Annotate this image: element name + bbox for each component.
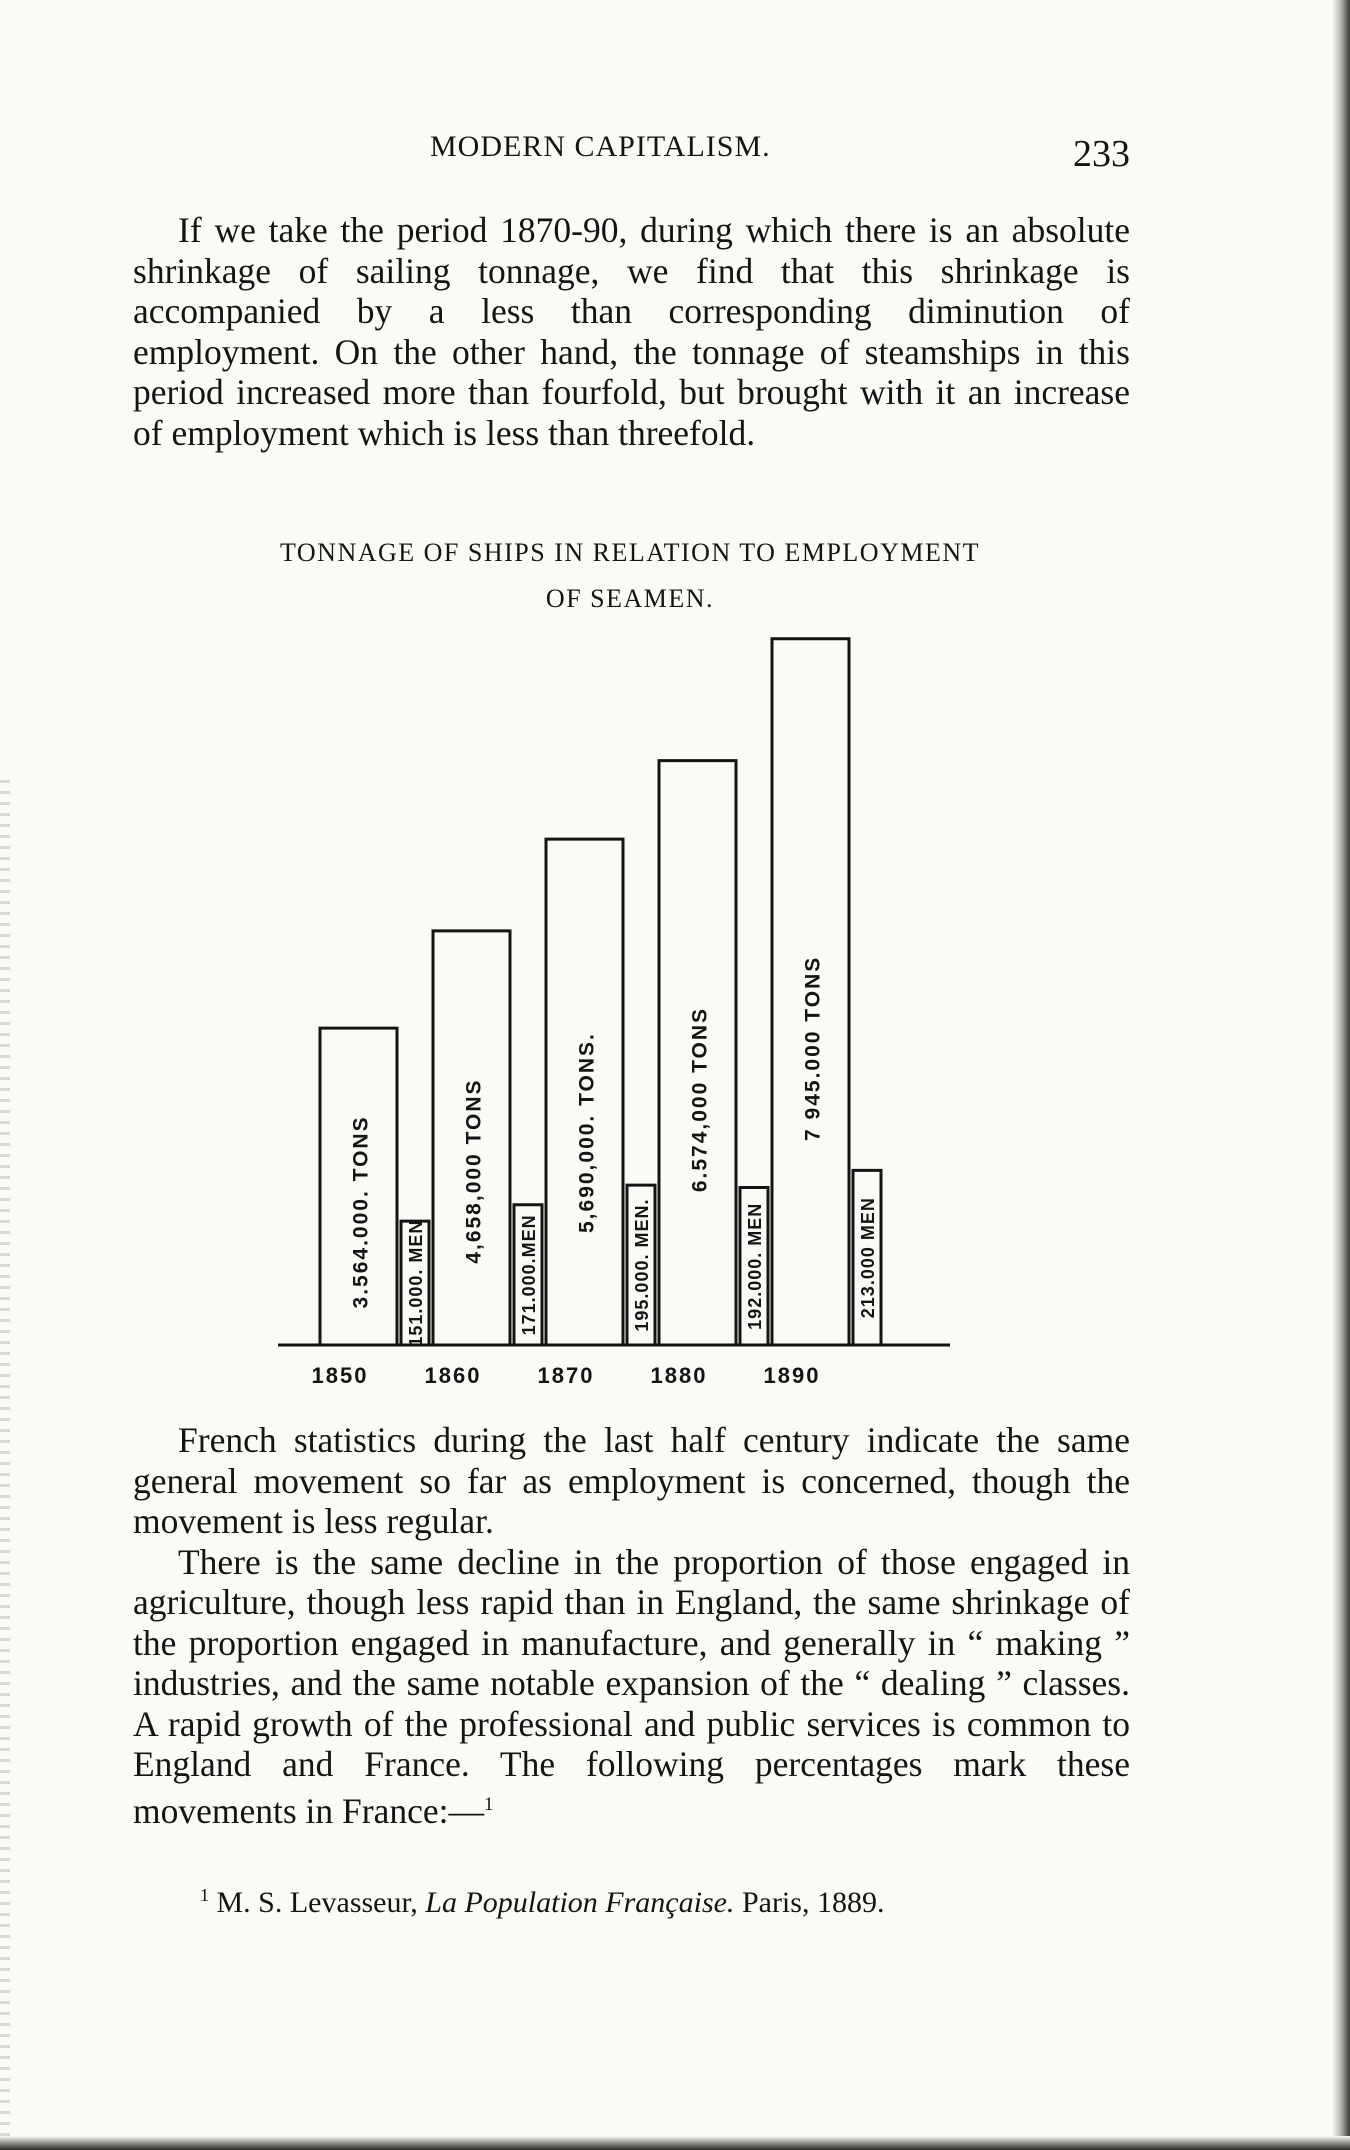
paragraph-3-text: There is the same decline in the proportion of those engaged in agriculture, though less rapid than in England, the same shrinkage of the proportion engaged in manufacture, and generally in “ making ” industries, and the same notable expansion of the “ dealing ” classes. A rapid growth of the professional and public services is common to England and France. The following percentages mark these movements in France:— <box>133 1541 1130 1831</box>
running-title: MODERN CAPITALISM. <box>430 130 771 163</box>
men-label: 192.000. MEN <box>745 1202 765 1330</box>
footnote <box>200 1885 1140 1920</box>
men-label: 213.000 MEN <box>858 1197 878 1319</box>
running-head <box>130 130 1130 180</box>
paragraph-1 <box>133 210 1130 453</box>
paragraph-2: French statistics during the last half century indicate the same general movement so far as employment is concerned, though the movement is less regular. <box>133 1420 1130 1541</box>
page-bottom-edge <box>0 2136 1350 2150</box>
year-tick-label: 1850 <box>311 1363 369 1388</box>
year-tick-label: 1880 <box>650 1363 708 1388</box>
page-number: 233 <box>1073 133 1130 175</box>
paragraph-2-block <box>133 1420 1130 1831</box>
year-tick-label: 1860 <box>424 1363 482 1388</box>
tonnage-label: 4,658,000 TONS <box>462 1078 486 1264</box>
page-shadow-left <box>0 780 10 2140</box>
footnote-reference: 1 <box>483 1793 494 1815</box>
men-label: 171.000.MEN <box>519 1214 539 1336</box>
tonnage-label: 6.574,000 TONS <box>688 1006 712 1193</box>
tonnage-label: 3.564.000. TONS <box>349 1115 373 1309</box>
year-tick-label: 1890 <box>763 1363 821 1388</box>
footnote-place-date: Paris, 1889. <box>741 1886 885 1919</box>
men-label: 195.000. MEN. <box>632 1198 652 1332</box>
footnote-mark: 1 <box>200 1885 209 1905</box>
tonnage-label: 7 945.000 TONS <box>801 955 825 1141</box>
year-tick-label: 1870 <box>537 1363 595 1388</box>
page-edge <box>1332 0 1350 2150</box>
chart-caption-line-1: TONNAGE OF SHIPS IN RELATION TO EMPLOYMENT <box>279 538 981 567</box>
chart-caption-line-2: OF SEAMEN. <box>545 584 715 613</box>
paragraph-3 <box>133 1542 1130 1831</box>
paragraph-1-text: If we take the period 1870-90, during which there is an absolute shrinkage of sailing tonnage, we find that this shrinkage is accompanied by a less than corresponding diminution of employment. On the other hand, the tonnage of steamships in this period increased more than fourfold, but brought with it an increase of employment which is less than threefold. <box>133 210 1130 453</box>
footnote-work: La Population Française. <box>425 1886 735 1919</box>
men-label: 151.000. MEN <box>406 1219 426 1347</box>
tonnage-label: 5,690,000. TONS. <box>575 1032 599 1233</box>
footnote-author: M. S. Levasseur, <box>216 1886 418 1919</box>
tonnage-chart <box>270 620 990 1390</box>
